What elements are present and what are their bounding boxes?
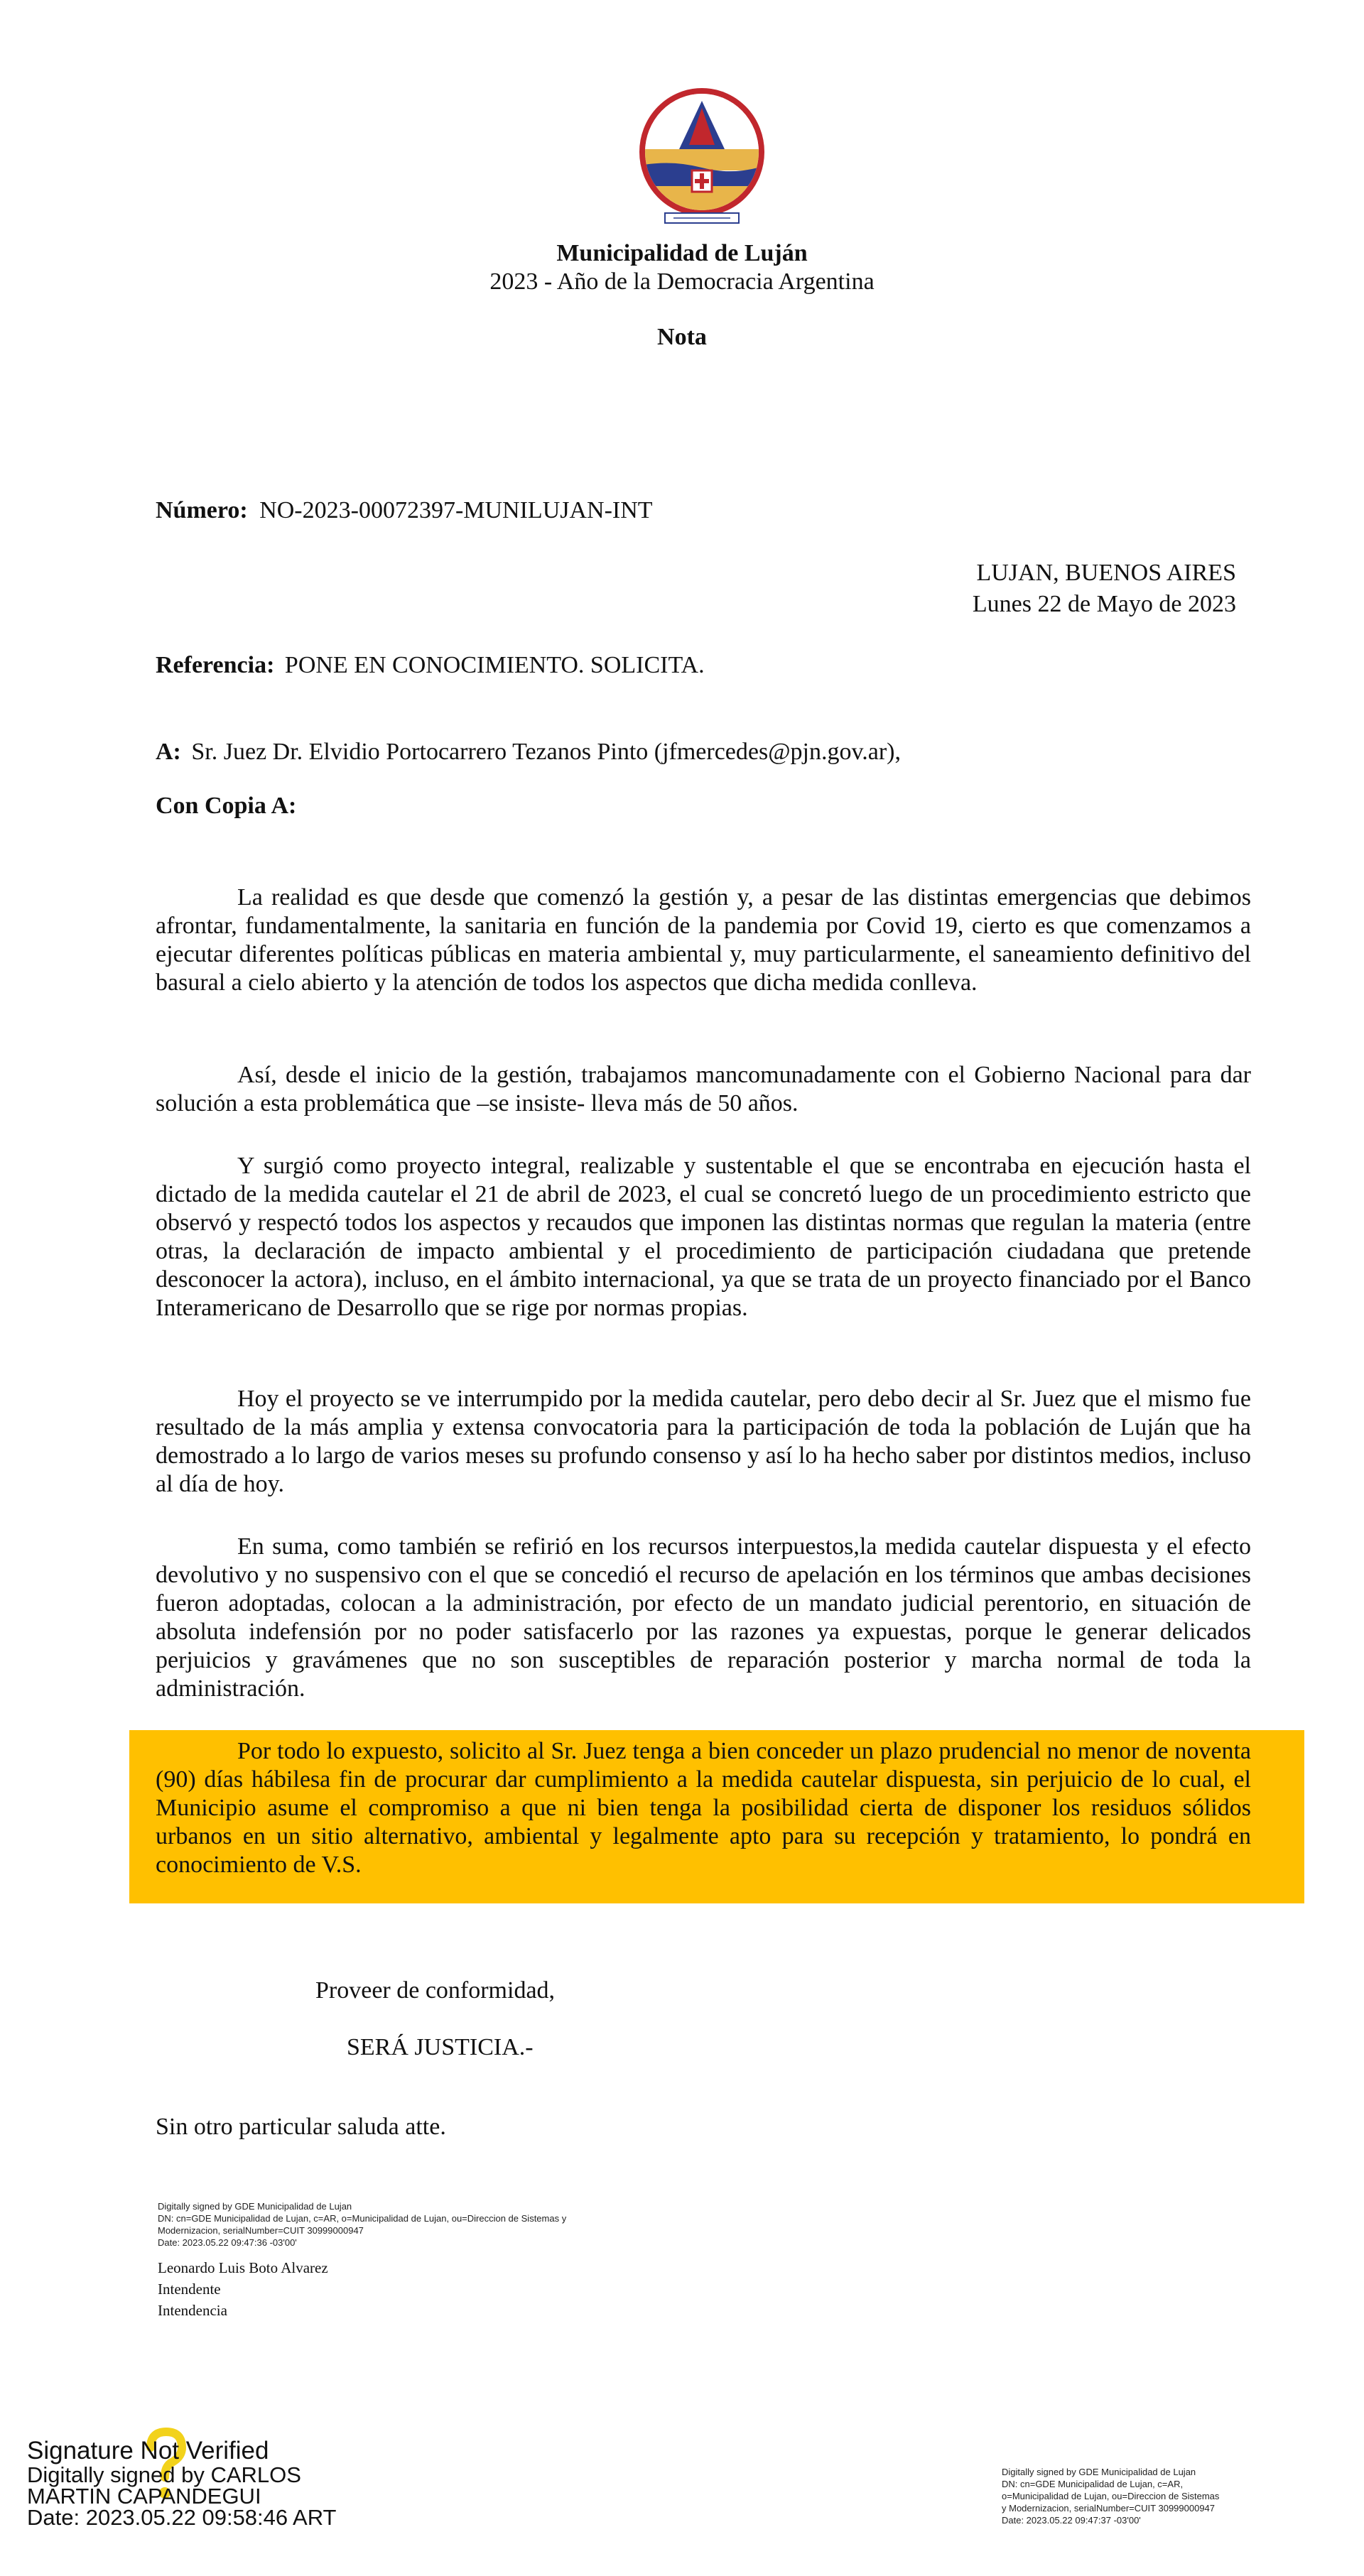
digital-signature-line: DN: cn=GDE Municipalidad de Lujan, c=AR,: [1002, 2479, 1184, 2489]
body-paragraph-request: Por todo lo expuesto, solicito al Sr. Juez tenga a bien conceder un plazo prudencial no menor de noventa (90) días hábilesa fin de procurar dar cumplimiento a la medida cautelar dispuesta, sin perjuicio de lo cual, el Municipio asume el compromiso a que ni bien tenga la posibilidad cierta de disponer los residuos sólidos urbanos en un sitio alternativo, ambiental y legalmente apto para su recepción y tratamiento, lo pondrá en conocimiento de V.S.: [156, 1738, 1251, 1878]
signer-block: [158, 2257, 328, 2321]
digital-signature-line: Date: 2023.05.22 09:47:37 -03'00': [1002, 2515, 1141, 2526]
body-paragraph-3: Y surgió como proyecto integral, realizable y sustentable el que se encontraba en ejecución hasta el dictado de la medida cautelar el 21 de abril de 2023, el cual se concretó luego de un procedimiento estricto que observó y respectó todos los aspectos y recaudos que imponen las distintas normas que regulan la materia (entre otras, la declaración de impacto ambiental y el procedimiento de participación ciudadana que pretende desconocer la actora), incluso, en el ámbito internacional, ya que se trata de un proyecto financiado por el Banco Interamericano de Desarrollo que se rige por normas propias.: [156, 1153, 1251, 1321]
addressee-value: Sr. Juez Dr. Elvidio Portocarrero Tezanos Pinto (jfmercedes@pjn.gov.ar),: [191, 739, 902, 765]
digital-signature-line: Modernizacion, serialNumber=CUIT 30999000947: [158, 2225, 364, 2236]
body-paragraph-2: Así, desde el inicio de la gestión, trabajamos mancomunadamente con el Gobierno Nacional para dar solución a esta problemática que –se insiste- lleva más de 50 años.: [156, 1062, 1251, 1116]
signature-signer-name: MARTIN CAPANDEGUI: [27, 2484, 261, 2509]
number-label: Número:: [156, 497, 248, 523]
digital-signature-line: DN: cn=GDE Municipalidad de Lujan, c=AR, o=Municipalidad de Lujan, ou=Direccion de Sistemas y: [158, 2213, 567, 2224]
digital-signature-line: o=Municipalidad de Lujan, ou=Direccion de Sistemas: [1002, 2491, 1220, 2501]
signature-signed-by: Digitally signed by CARLOS: [27, 2462, 301, 2487]
closing-conformity: Proveer de conformidad,: [315, 1977, 556, 2004]
body-paragraph-1: La realidad es que desde que comenzó la gestión y, a pesar de las distintas emergencias que debimos afrontar, fundamentalmente, la sanitaria en función de la pandemia por Covid 19, cierto es que comenzamos a ejecutar diferentes políticas públicas en materia ambiental y, muy particularmente, el saneamiento definitivo del basural a cielo abierto y la atención de todos los aspectos que dicha medida conlleva.: [156, 884, 1251, 996]
signature-not-verified-block: [27, 2438, 453, 2528]
signature-status-title: Signature Not Verified: [27, 2437, 269, 2464]
digital-signature-line: Digitally signed by GDE Municipalidad de Lujan: [1002, 2467, 1196, 2477]
year-motto: 2023 - Año de la Democracia Argentina: [489, 268, 875, 295]
addressee: [156, 736, 901, 768]
institution-name: Municipalidad de Luján: [556, 240, 808, 266]
reference-value: PONE EN CONOCIMIENTO. SOLICITA.: [284, 652, 705, 678]
reference-label: Referencia:: [156, 652, 275, 678]
signer-office: Intendencia: [158, 2302, 227, 2319]
signer-role: Intendente: [158, 2281, 221, 2298]
document-type: Nota: [657, 324, 707, 350]
document-number: [156, 494, 653, 527]
cc-label: Con Copia A:: [156, 793, 297, 819]
digital-signature-block-secondary: [1002, 2466, 1328, 2526]
number-value: NO-2023-00072397-MUNILUJAN-INT: [259, 497, 653, 523]
digital-signature-line: Date: 2023.05.22 09:47:36 -03'00': [158, 2237, 297, 2248]
place: LUJAN, BUENOS AIRES: [976, 560, 1236, 586]
digital-signature-line: y Modernizacion, serialNumber=CUIT 30999000947: [1002, 2503, 1216, 2513]
signature-date: Date: 2023.05.22 09:58:46 ART: [27, 2505, 337, 2530]
digital-signature-line: Digitally signed by GDE Municipalidad de Lujan: [158, 2201, 352, 2212]
date: Lunes 22 de Mayo de 2023: [972, 591, 1236, 617]
digital-signature-block: [158, 2200, 726, 2249]
salutation: Sin otro particular saluda atte.: [156, 2114, 446, 2140]
signer-name: Leonardo Luis Boto Alvarez: [158, 2259, 328, 2276]
addressee-label: A:: [156, 739, 181, 765]
municipal-crest-icon: [637, 88, 767, 227]
reference: [156, 649, 705, 682]
closing-justice: SERÁ JUSTICIA.-: [347, 2034, 534, 2060]
body-paragraph-5: En suma, como también se refirió en los recursos interpuestos,la medida cautelar dispuesta y el efecto devolutivo y no suspensivo con el que se concedió el recurso de apelación en los términos que ambas decisiones fueron adoptadas, colocan a la administración, por efecto de un mandato judicial perentorio, en situación de absoluta indefensión por no poder satisfacerlo por las razones ya expuestas, porque le generar delicados perjuicios y gravámenes que no son susceptibles de reparación posterior y marcha normal de toda la administración.: [156, 1533, 1251, 1702]
body-paragraph-4: Hoy el proyecto se ve interrumpido por la medida cautelar, pero debo decir al Sr. Juez que el mismo fue resultado de la más amplia y extensa convocatoria para la participación de toda la población de Luján que ha demostrado a lo largo de varios meses su profundo consenso y así lo ha hecho saber por distintos medios, incluso al día de hoy.: [156, 1386, 1251, 1497]
